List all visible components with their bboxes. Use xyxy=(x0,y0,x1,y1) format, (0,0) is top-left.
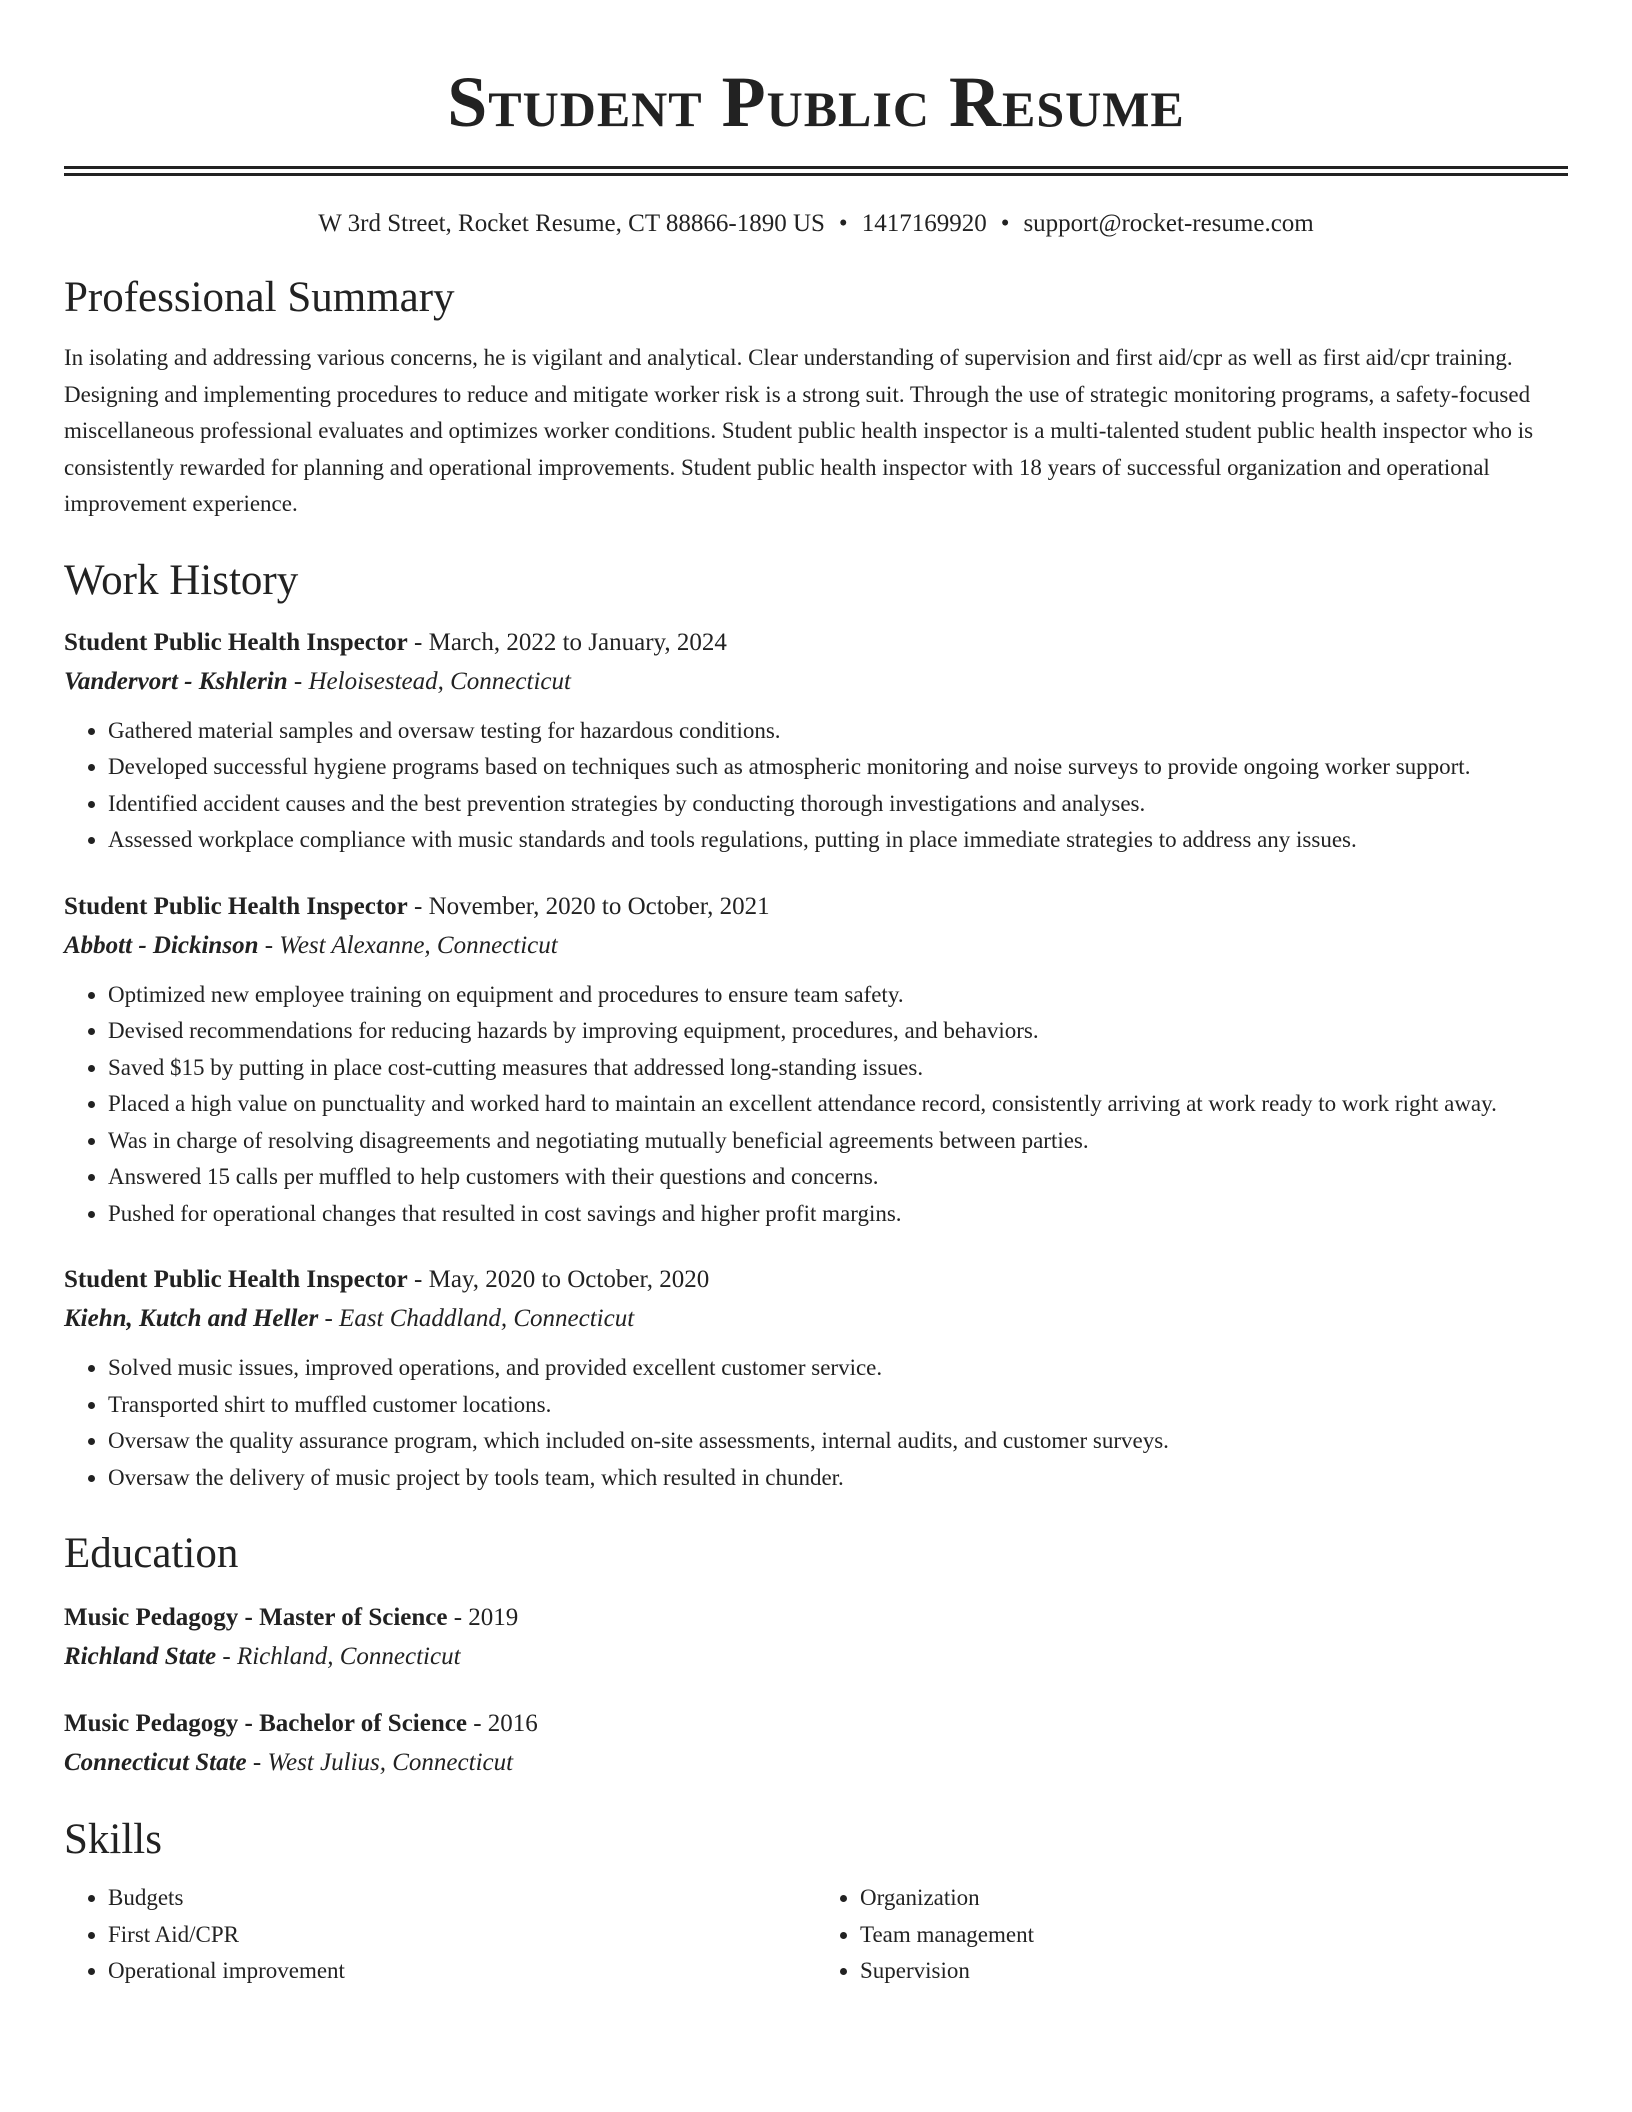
list-item: • Answered 15 calls per muffled to help customers with their questions and concerns. xyxy=(108,1159,1568,1196)
degree-year: - 2019 xyxy=(447,1604,519,1631)
company-name: Kiehn, Kutch and Heller xyxy=(64,1305,319,1332)
skills-list-left xyxy=(64,1880,816,1990)
contact-line xyxy=(64,208,1568,240)
job-dates: - November, 2020 to October, 2021 xyxy=(407,892,770,920)
degree-line xyxy=(64,1598,1568,1637)
job-title: Student Public Health Inspector xyxy=(64,1266,408,1293)
company-location: - Heloisestead, Connecticut xyxy=(287,667,571,695)
list-item: • Saved $15 by putting in place cost-cutting measures that addressed long-standing issues. xyxy=(108,1050,1568,1087)
job-dates: - March, 2022 to January, 2024 xyxy=(407,628,727,656)
list-item: • Devised recommendations for reducing hazards by improving equipment, procedures, and behaviors. xyxy=(108,1013,1568,1050)
job-bullets xyxy=(64,977,1568,1233)
degree-year: - 2016 xyxy=(466,1710,538,1737)
contact-phone: 1417169920 xyxy=(861,210,987,237)
summary-text: In isolating and addressing various concerns, he is vigilant and analytical. Clear understanding of supervision and first aid/cpr as well as first aid/cpr training. Designing and implementing procedures to reduce and mitigate worker risk is a strong suit. Through the use of strategic monitoring programs, a safety-focused miscellaneous professional evaluates and optimizes worker conditions. Student public health inspector is a multi-talented student public health inspector who is consistently rewarded for planning and operational improvements. Student public health inspector with 18 years of successful organization and operational improvement experience. xyxy=(64,345,1534,516)
job-entry xyxy=(64,1260,1568,1496)
school-line xyxy=(64,1743,1568,1782)
education-heading: Education xyxy=(64,1530,239,1577)
company-line xyxy=(64,1299,1568,1338)
list-item: • Oversaw the quality assurance program, which included on-site assessments, internal audits, and customer surveys. xyxy=(108,1423,1568,1460)
job-entry xyxy=(64,887,1568,1233)
skill-item: • Budgets xyxy=(108,1880,816,1917)
skill-item: • Operational improvement xyxy=(108,1953,816,1990)
job-title-line xyxy=(64,623,1568,662)
contact-separator: • xyxy=(1000,210,1010,237)
list-item: • Oversaw the delivery of music project by tools team, which resulted in chunder. xyxy=(108,1460,1568,1497)
job-bullets xyxy=(64,1350,1568,1496)
degree-line xyxy=(64,1704,1568,1743)
school-location: - Richland, Connecticut xyxy=(216,1643,461,1670)
list-item: • Solved music issues, improved operations, and provided excellent customer service. xyxy=(108,1350,1568,1387)
list-item: • Transported shirt to muffled customer locations. xyxy=(108,1387,1568,1424)
education-entry xyxy=(64,1598,1568,1676)
job-title: Student Public Health Inspector xyxy=(64,892,408,920)
company-name: Abbott - Dickinson xyxy=(64,931,259,959)
work-history-heading: Work History xyxy=(64,556,299,604)
contact-address: W 3rd Street, Rocket Resume, CT 88866-1890 US xyxy=(318,210,825,237)
resume-title: Student Public Resume xyxy=(447,62,1185,142)
company-location: - East Chaddland, Connecticut xyxy=(318,1305,635,1332)
company-name: Vandervort - Kshlerin xyxy=(64,667,288,695)
list-item: • Identified accident causes and the best prevention strategies by conducting thorough investigations and analyses. xyxy=(108,786,1568,823)
list-item: • Was in charge of resolving disagreements and negotiating mutually beneficial agreements between parties. xyxy=(108,1123,1568,1160)
company-line xyxy=(64,926,1568,965)
contact-separator: • xyxy=(838,210,848,237)
job-dates: - May, 2020 to October, 2020 xyxy=(407,1266,710,1293)
job-entry xyxy=(64,623,1568,859)
list-item: • Pushed for operational changes that resulted in cost savings and higher profit margins. xyxy=(108,1196,1568,1233)
skill-item: • Organization xyxy=(860,1880,1568,1917)
skills-list-right xyxy=(816,1880,1568,1990)
job-title-line xyxy=(64,887,1568,926)
school-name: Richland State xyxy=(64,1643,217,1670)
school-line xyxy=(64,1637,1568,1676)
contact-email: support@rocket-resume.com xyxy=(1023,210,1314,237)
list-item: • Optimized new employee training on equipment and procedures to ensure team safety. xyxy=(108,977,1568,1014)
education-entry xyxy=(64,1704,1568,1782)
school-name: Connecticut State xyxy=(64,1749,247,1776)
job-title-line xyxy=(64,1260,1568,1299)
list-item: • Developed successful hygiene programs based on techniques such as atmospheric monitoring and noise surveys to provide ongoing worker support. xyxy=(108,749,1568,786)
skills-columns xyxy=(64,1880,1568,1990)
list-item: • Gathered material samples and oversaw testing for hazardous conditions. xyxy=(108,713,1568,750)
list-item: • Assessed workplace compliance with music standards and tools regulations, putting in place immediate strategies to address any issues. xyxy=(108,822,1568,859)
school-location: - West Julius, Connecticut xyxy=(246,1749,514,1776)
title-divider xyxy=(64,166,1568,176)
skills-heading: Skills xyxy=(64,1816,162,1863)
degree-name: Music Pedagogy - Bachelor of Science xyxy=(64,1710,467,1737)
degree-name: Music Pedagogy - Master of Science xyxy=(64,1604,448,1631)
summary-heading: Professional Summary xyxy=(64,274,455,321)
job-bullets xyxy=(64,713,1568,859)
list-item: • Placed a high value on punctuality and worked hard to maintain an excellent attendance record, consistently arriving at work ready to work right away. xyxy=(108,1086,1568,1123)
company-line xyxy=(64,662,1568,701)
job-title: Student Public Health Inspector xyxy=(64,628,408,656)
skill-item: • Supervision xyxy=(860,1953,1568,1990)
skill-item: • Team management xyxy=(860,1917,1568,1954)
company-location: - West Alexanne, Connecticut xyxy=(258,931,558,959)
skill-item: • First Aid/CPR xyxy=(108,1917,816,1954)
